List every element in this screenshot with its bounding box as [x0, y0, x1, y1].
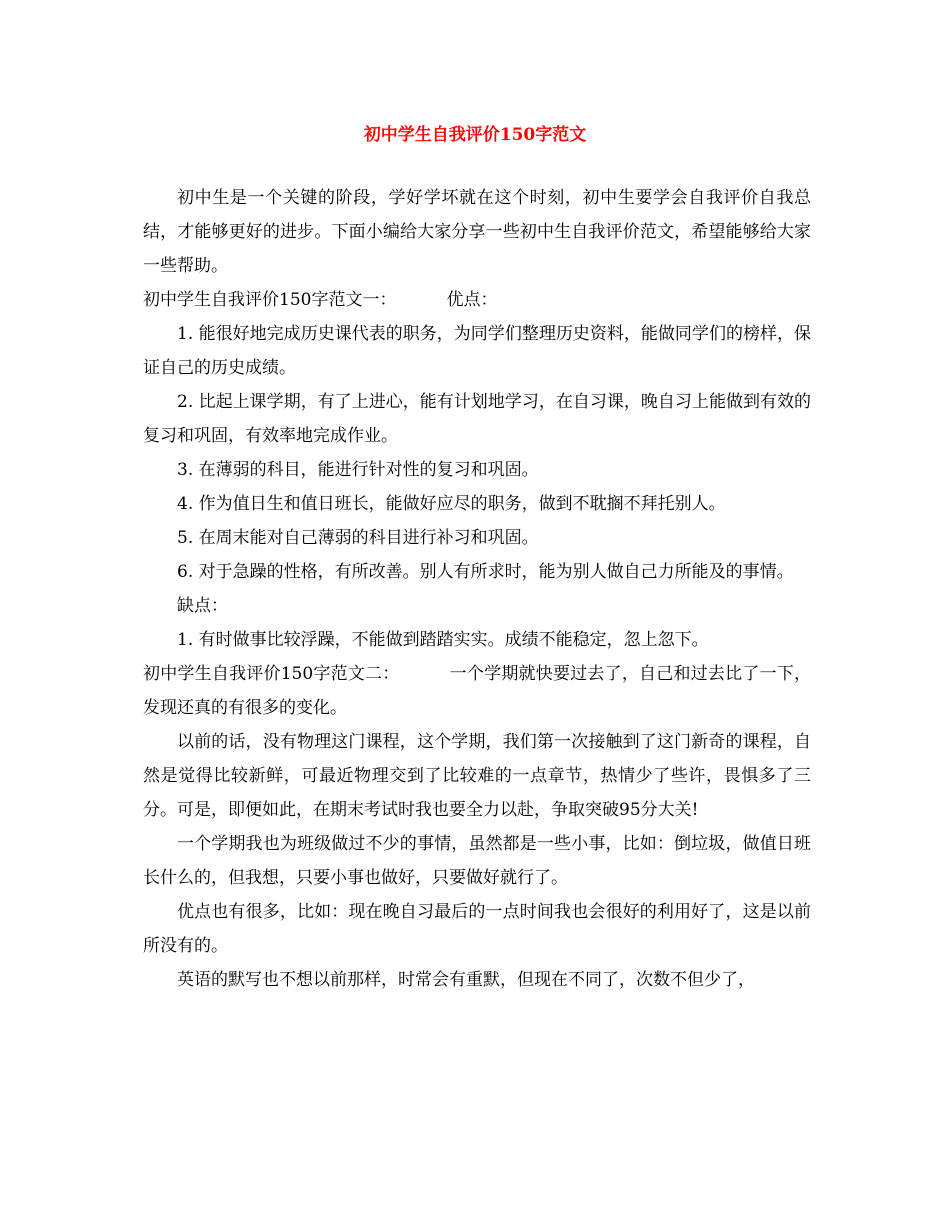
section-two-heading-line [143, 657, 811, 725]
list-item: 2. 比起上课学期，有了上进心，能有计划地学习，在自习课，晚自习上能做到有效的复习和巩固，有效率地完成作业。 [143, 392, 811, 446]
document-body [143, 181, 811, 997]
body-paragraph: 一个学期我也为班级做过不少的事情，虽然都是一些小事，比如：倒垃圾，做值日班长什么的，但我想，只要小事也做好，只要做好就行了。 [143, 834, 811, 888]
body-paragraph: 优点也有很多，比如：现在晚自习最后的一点时间我也会很好的利用好了，这是以前所没有的。 [143, 902, 811, 956]
list-item: 1. 能很好地完成历史课代表的职务，为同学们整理历史资料，能做同学们的榜样，保证自己的历史成绩。 [143, 324, 811, 378]
document-title: 初中学生自我评价150字范文 [363, 125, 587, 145]
body-paragraph: 英语的默写也不想以前那样，时常会有重默，但现在不同了，次数不但少了， [177, 970, 755, 990]
list-item: 3. 在薄弱的科目，能进行针对性的复习和巩固。 [177, 460, 539, 480]
section-two-heading: 初中学生自我评价150字范文二： [143, 664, 400, 684]
body-paragraph: 以前的话，没有物理这门课程，这个学期，我们第一次接触到了这门新奇的课程，自然是觉得比较新鲜，可最近物理交到了比较难的一点章节，热情少了些许，畏惧多了三分。可是，即便如此，在期末考试时我也要全力以赴，争取突破95分大关! [143, 732, 811, 820]
list-item: 6. 对于急躁的性格，有所改善。别人有所求时，能为别人做自己力所能及的事情。 [177, 562, 794, 582]
section-one-heading-line [143, 283, 811, 317]
section-two-opening: 一个学期就快要过去了，自己和过去比了一下，发现还真的有很多的变化。 [143, 664, 811, 718]
list-item: 1. 有时做事比较浮躁，不能做到踏踏实实。成绩不能稳定，忽上忽下。 [177, 630, 709, 650]
list-item: 5. 在周末能对自己薄弱的科目进行补习和巩固。 [177, 528, 539, 548]
list-item: 4. 作为值日生和值日班长，能做好应尽的职务，做到不耽搁不拜托别人。 [177, 494, 726, 514]
section-one-heading: 初中学生自我评价150字范文一： [143, 290, 397, 310]
intro-paragraph: 初中生是一个关键的阶段，学好学坏就在这个时刻，初中生要学会自我评价自我总结，才能够更好的进步。下面小编给大家分享一些初中生自我评价范文，希望能够给大家一些帮助。 [143, 188, 811, 276]
weaknesses-label: 缺点： [177, 596, 228, 616]
section-one-strengths-label: 优点： [446, 290, 498, 310]
